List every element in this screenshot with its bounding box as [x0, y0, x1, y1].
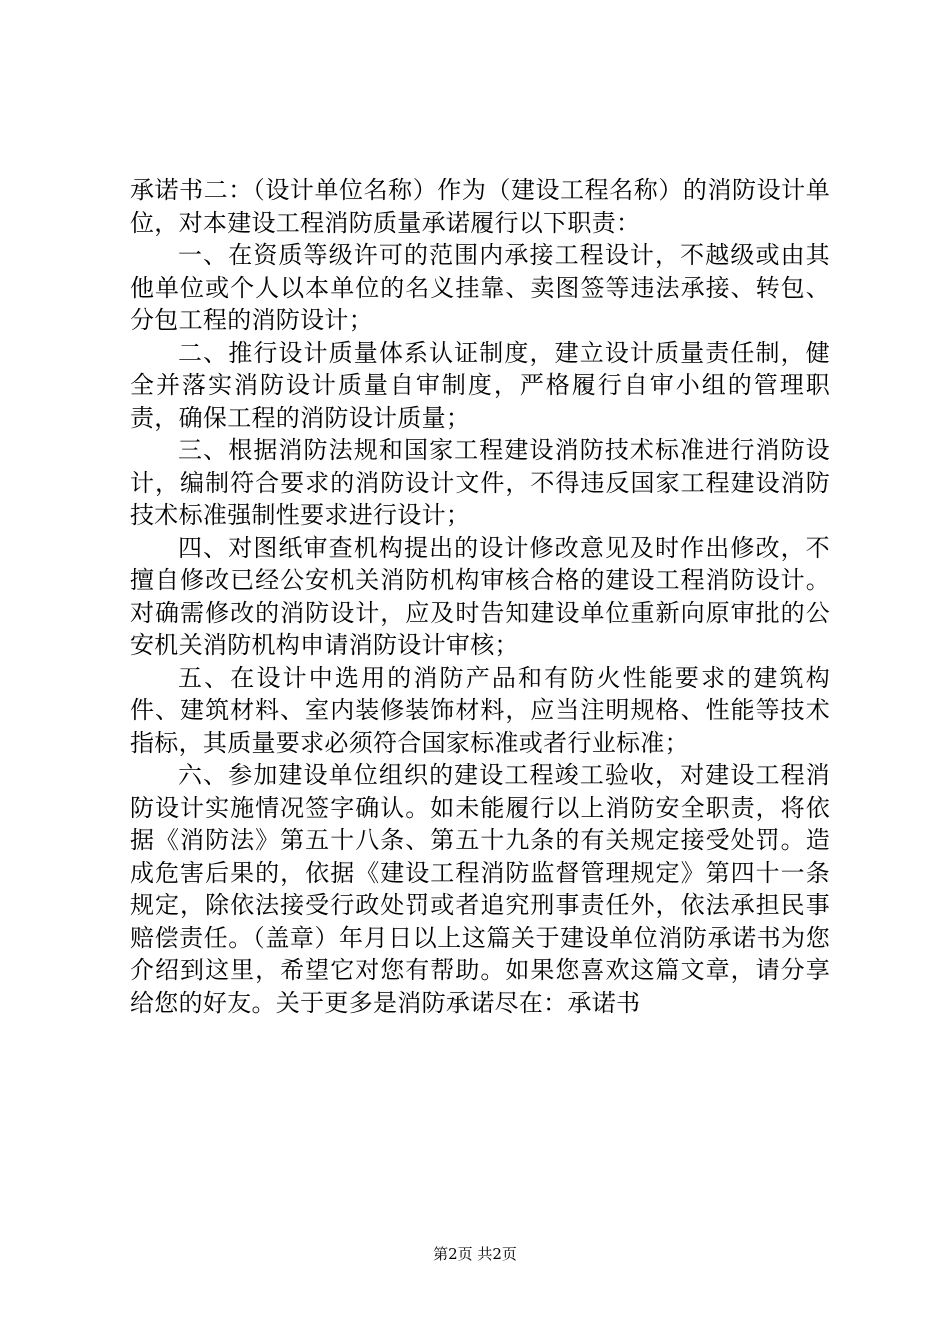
page-number-footer: 第2页 共2页: [433, 1245, 517, 1263]
paragraph-item-2: 二、推行设计质量体系认证制度，建立设计质量责任制，健全并落实消防设计质量自审制度，严格履行自审小组的管理职责，确保工程的消防设计质量；: [130, 338, 830, 432]
paragraph-item-1: 一、在资质等级许可的范围内承接工程设计，不越级或由其他单位或个人以本单位的名义挂靠、卖图签等违法承接、转包、分包工程的消防设计；: [130, 241, 830, 334]
paragraph-item-3: 三、根据消防法规和国家工程建设消防技术标准进行消防设计，编制符合要求的消防设计文件，不得违反国家工程建设消防技术标准强制性要求进行设计；: [130, 436, 830, 529]
document-body: [130, 174, 830, 1019]
paragraph-item-5: 五、在设计中选用的消防产品和有防火性能要求的建筑构件、建筑材料、室内装修装饰材料，应当注明规格、性能等技术指标，其质量要求必须符合国家标准或者行业标准；: [130, 663, 830, 757]
paragraph-item-4: 四、对图纸审查机构提出的设计修改意见及时作出修改，不擅自修改已经公安机关消防机构审核合格的建设工程消防设计。对确需修改的消防设计，应及时告知建设单位重新向原审批的公安机关消防机构申请消防设计审核；: [130, 533, 830, 659]
paragraph-intro: 承诺书二：（设计单位名称）作为（建设工程名称）的消防设计单位，对本建设工程消防质量承诺履行以下职责：: [130, 176, 830, 237]
paragraph-item-6: 六、参加建设单位组织的建设工程竣工验收，对建设工程消防设计实施情况签字确认。如未能履行以上消防安全职责，将依据《消防法》第五十八条、第五十九条的有关规定接受处罚。造成危害后果的，依据《建设工程消防监督管理规定》第四十一条规定，除依法接受行政处罚或者追究刑事责任外，依法承担民事赔偿责任。（盖章）年月日以上这篇关于建设单位消防承诺书为您介绍到这里，希望它对您有帮助。如果您喜欢这篇文章，请分享给您的好友。关于更多是消防承诺尽在：承诺书: [130, 761, 830, 1017]
